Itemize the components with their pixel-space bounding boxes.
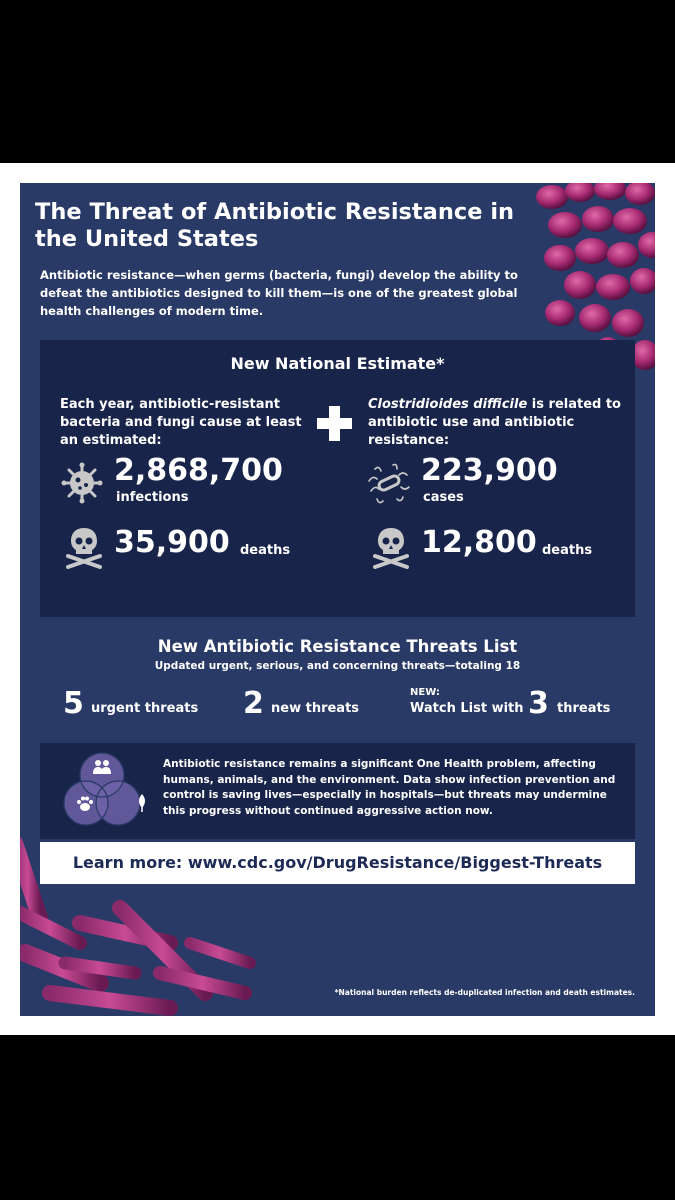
estimate-right-description	[368, 396, 628, 450]
watch-list-prefix: Watch List with	[410, 701, 524, 716]
urgent-threats-value: 5	[63, 686, 84, 721]
national-estimate-panel	[40, 340, 635, 617]
estimate-left-description: Each year, antibiotic-resistant bacteria and fungi cause at least an estimated:	[60, 397, 302, 448]
intro-paragraph: Antibiotic resistance—when germs (bacteria, fungi) develop the ability to defeat the antibiotics designed to kill them—is one of the greatest global health challenges of modern time.	[40, 268, 518, 318]
urgent-threats-label: urgent threats	[91, 701, 199, 716]
cdiff-cases-label: cases	[423, 490, 464, 505]
deaths-label: deaths	[240, 543, 291, 558]
one-health-text: Antibiotic resistance remains a significant One Health problem, affecting humans, animals, and the environment. Data show infection prevention and control is saving lives—especially in hospitals—but threats may undermine this progress without continued aggressive action now.	[163, 758, 616, 817]
watch-list-label: threats	[557, 701, 611, 716]
estimate-heading: New National Estimate*	[230, 354, 445, 373]
germ-icon	[60, 461, 104, 505]
learn-more-link[interactable]: Learn more: www.cdc.gov/DrugResistance/Biggest-Threats	[40, 842, 635, 884]
footnote: *National burden reflects de-duplicated infection and death estimates.	[334, 988, 635, 997]
cdiff-description: is related to antibiotic use and antibiotic resistance:	[368, 397, 621, 448]
people-icon	[92, 759, 112, 775]
new-threats-value: 2	[243, 686, 264, 721]
cdiff-name: Clostridioides difficile	[368, 397, 528, 412]
page-title: The Threat of Antibiotic Resistance in the United States	[35, 199, 515, 252]
threats-subheading: Updated urgent, serious, and concerning threats—totaling 18	[154, 660, 521, 672]
leaf-icon	[135, 793, 149, 813]
cdiff-cases-value: 223,900	[421, 453, 558, 488]
skull-crossbones-icon	[369, 525, 413, 569]
new-threats-label: new threats	[271, 701, 360, 716]
watch-list-value: 3	[528, 686, 549, 721]
bacteria-icon	[367, 461, 411, 505]
threats-heading: New Antibiotic Resistance Threats List	[157, 637, 518, 656]
watch-list-new-tag: NEW:	[410, 687, 440, 698]
cdiff-deaths-value: 12,800	[421, 525, 537, 560]
one-health-panel	[40, 743, 635, 839]
infographic	[20, 183, 655, 1016]
deaths-value: 35,900	[114, 525, 230, 560]
cdiff-deaths-label: deaths	[542, 543, 593, 558]
skull-crossbones-icon	[62, 525, 106, 569]
paw-icon	[76, 795, 94, 813]
infections-label: infections	[116, 490, 189, 505]
plus-icon	[317, 406, 352, 441]
infections-value: 2,868,700	[114, 453, 283, 488]
